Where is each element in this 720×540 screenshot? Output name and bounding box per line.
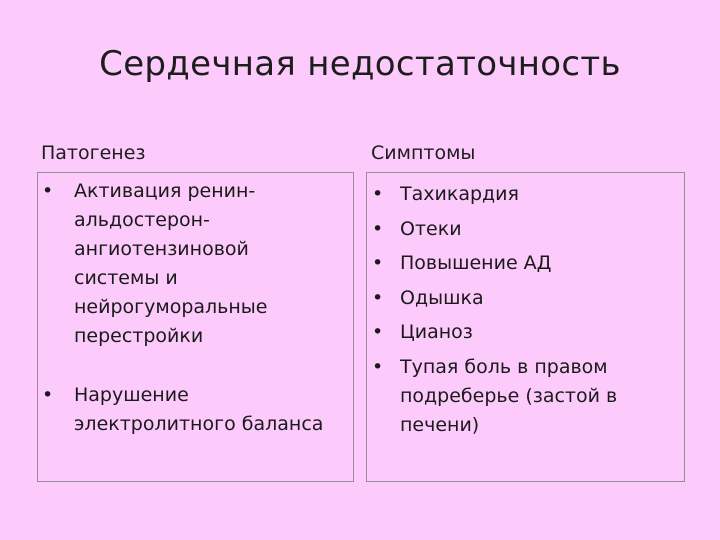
list-item-text: Тахикардия: [400, 183, 519, 205]
symptoms-list: [367, 173, 684, 440]
list-item-text: Повышение АД: [400, 252, 552, 274]
list-item: [372, 315, 684, 350]
list-item: [372, 246, 684, 281]
list-item-text: Одышка: [400, 286, 484, 309]
list-item-text: Цианоз: [400, 321, 473, 343]
slide-title: Сердечная недостаточность: [99, 44, 621, 84]
list-item-text: Отеки: [400, 217, 462, 240]
list-item-text: Нарушение электролитного баланса: [74, 384, 324, 435]
bullet-icon: •: [42, 180, 54, 202]
symptoms-panel: [366, 172, 685, 482]
list-item: [372, 350, 684, 440]
list-item: [372, 281, 684, 316]
bullet-icon: •: [42, 384, 54, 406]
pathogenesis-list: [38, 173, 353, 439]
bullet-icon: •: [372, 217, 384, 240]
list-item-text: Тупая боль в правом подреберье (застой в печени): [400, 355, 618, 436]
list-item: [42, 177, 324, 351]
bullet-icon: •: [372, 183, 384, 205]
bullet-icon: •: [372, 286, 384, 309]
symptoms-heading: Симптомы: [371, 142, 476, 164]
list-item: [372, 212, 684, 247]
list-item-text: Активация ренин-альдостерон-ангиотензиновой системы и нейрогуморальные перестройки: [74, 180, 268, 347]
bullet-icon: •: [372, 321, 384, 343]
list-item: [372, 177, 684, 212]
list-item: [42, 381, 324, 439]
pathogenesis-heading: Патогенез: [41, 142, 146, 164]
pathogenesis-panel: [37, 172, 354, 482]
bullet-icon: •: [372, 355, 384, 378]
bullet-icon: •: [372, 252, 384, 274]
